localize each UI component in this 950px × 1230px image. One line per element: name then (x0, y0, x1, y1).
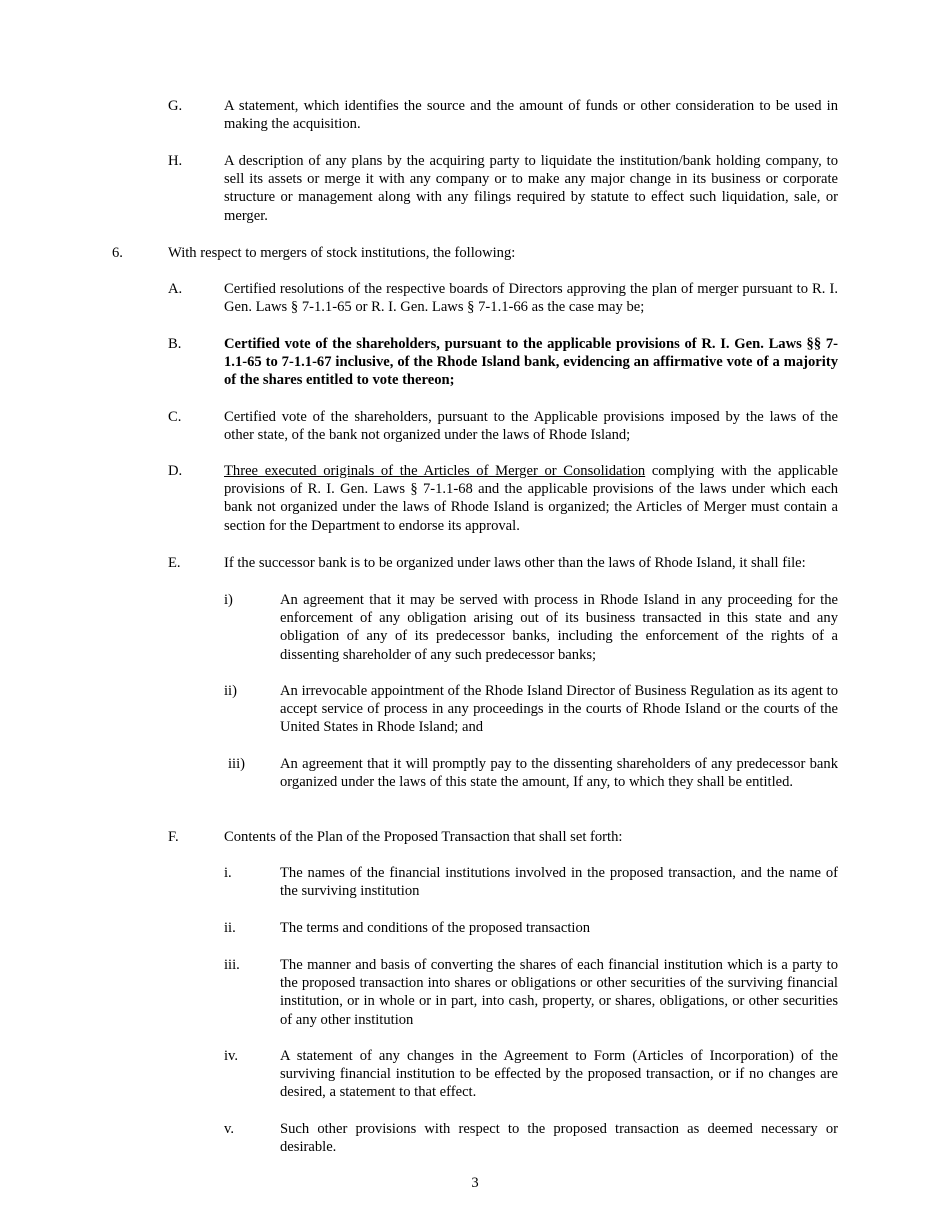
item-e2-text: An irrevocable appointment of the Rhode Island Director of Business Regulation as its agent to accept service of process in any proceedings in the courts of Rhode Island or the courts of the United States in Rhode Island; and (280, 683, 838, 736)
item-f5-label: v. (224, 1121, 234, 1137)
item-b-text: Certified vote of the shareholders, pursuant to the applicable provisions of R. I. Gen. Laws §§ 7-1.1-65 to 7-1.1-67 inclusive, of the Rhode Island bank, evidencing an affirmative vote of a majority of the shares entitled to vote thereon; (224, 336, 838, 389)
item-a-text: Certified resolutions of the respective boards of Directors approving the plan of merger pursuant to R. I. Gen. Laws § 7-1.1-65 or R. I. Gen. Laws § 7-1.1-66 as the case may be; (224, 281, 838, 316)
section-6-label: 6. (112, 245, 123, 261)
item-e1-label: i) (224, 592, 233, 608)
item-f4-label: iv. (224, 1048, 239, 1064)
item-f3-text: The manner and basis of converting the shares of each financial institution which is a party to the proposed transaction into shares or obligations or other securities of the surviving financial institution, or in whole or in part, into cash, property, or shares, obligations, or other securities of any other institution (280, 957, 838, 1028)
item-h-text: A description of any plans by the acquiring party to liquidate the institution/bank holding company, to sell its assets or merge it with any company or to make any major change in its business or corporate structure or management along with any filings required by statute to effect such liquidation, sale, or merger. (224, 153, 838, 224)
item-f1-text: The names of the financial institutions involved in the proposed transaction, and the name of the surviving institution (280, 865, 838, 900)
item-f4-text: A statement of any changes in the Agreement to Form (Articles of Incorporation) of the surviving financial institution to be effected by the proposed transaction, or if no changes are desired, a statement to that effect. (280, 1048, 838, 1101)
item-h-label: H. (168, 153, 183, 169)
item-e3-text: An agreement that it will promptly pay to the dissenting shareholders of any predecessor bank organized under the laws of this state the amount, If any, to which they shall be entitled. (280, 756, 838, 791)
item-c-text: Certified vote of the shareholders, pursuant to the Applicable provisions imposed by the laws of the other state, of the bank not organized under the laws of Rhode Island; (224, 409, 838, 444)
item-b-label: B. (168, 336, 182, 352)
item-f-label: F. (168, 829, 179, 845)
section-6-text: With respect to mergers of stock institutions, the following: (168, 245, 516, 261)
item-e-label: E. (168, 555, 181, 571)
item-f2-text: The terms and conditions of the proposed transaction (280, 920, 591, 936)
item-d-label: D. (168, 463, 183, 479)
page-number: 3 (471, 1175, 479, 1191)
item-g-label: G. (168, 98, 183, 114)
item-g-text: A statement, which identifies the source and the amount of funds or other consideration to be used in making the acquisition. (224, 98, 838, 133)
item-e2-label: ii) (224, 683, 237, 699)
item-f1-label: i. (224, 865, 232, 881)
item-d-text (224, 462, 838, 535)
item-e1-text: An agreement that it may be served with process in Rhode Island in any proceeding for the enforcement of any obligation arising out of its business transacted in this state and any obligation of any of its predecessor banks, including the enforcement of the rights of a dissenting shareholder of any such predecessor banks; (280, 592, 838, 663)
item-e-text: If the successor bank is to be organized under laws other than the laws of Rhode Island, it shall file: (224, 555, 806, 571)
item-d-underlined: Three executed originals of the Articles of Merger or Consolidation (224, 463, 646, 479)
item-a-label: A. (168, 281, 183, 297)
item-f2-label: ii. (224, 920, 236, 936)
item-f-text: Contents of the Plan of the Proposed Transaction that shall set forth: (224, 829, 623, 845)
item-d-rest: complying with the applicable provisions of R. I. Gen. Laws § 7-1.1-68 and the applicable provisions of the laws under which each bank not organized under the laws of Rhode Island is organized; the Articles of Merger must contain a section for the Department to endorse its approval. (224, 463, 838, 534)
item-c-label: C. (168, 409, 182, 425)
item-f5-text: Such other provisions with respect to the proposed transaction as deemed necessary or desirable. (280, 1121, 838, 1156)
item-f3-label: iii. (224, 957, 240, 973)
item-e3-label: iii) (228, 756, 246, 772)
